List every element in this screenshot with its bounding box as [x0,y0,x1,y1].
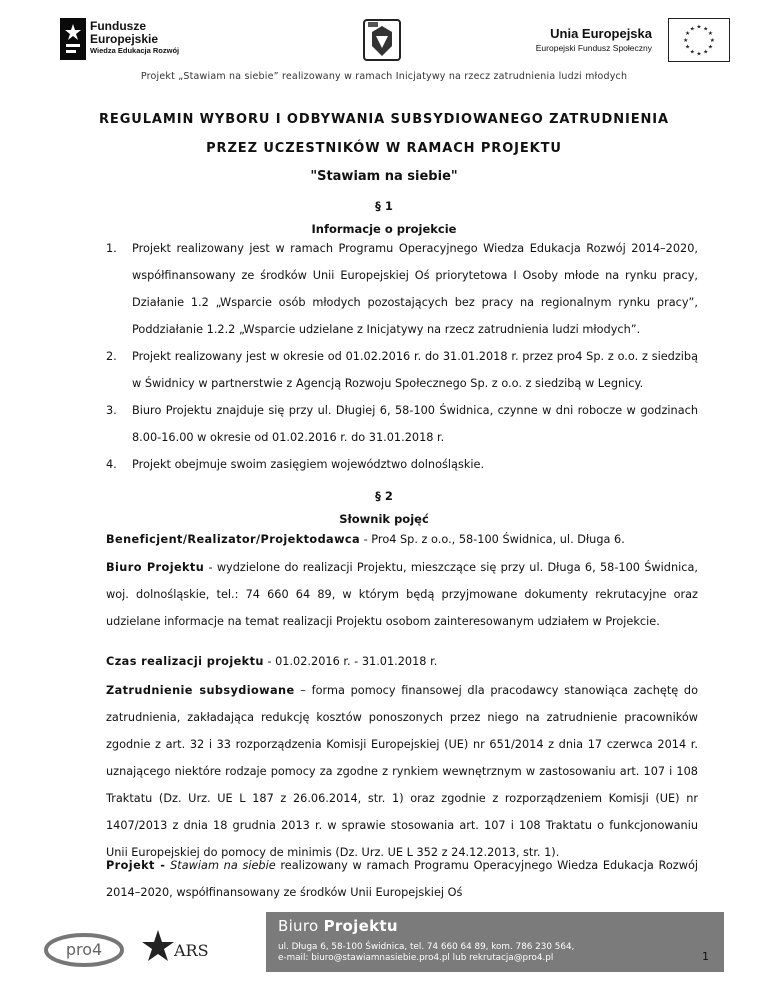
definition-term: Zatrudnienie subsydiowane [106,684,295,697]
svg-text:★: ★ [689,49,695,56]
biuro-projektu-banner [266,912,724,972]
fe-title-line1: Fundusze [90,19,146,33]
list-item [106,235,698,343]
fe-program-name: Wiedza Edukacja Rozwój [90,46,180,55]
definition-text: realizowany w ramach Programu Operacyjnego Wiedza Edukacja Rozwój 2014–2020, współfinansowany ze środków Unii Europejskiej Oś [106,859,699,899]
list-item-number: 1. [106,242,117,255]
biuro-title-light: Biuro [278,917,324,935]
definition-text: - wydzielone do realizacji Projektu, mieszczące się przy ul. Długa 6, 58-100 Świdnica, woj. dolnośląskie, tel.: 74 660 64 89, w którym będą przyjmowane dokumenty rekrutacyjne oraz udzielane informacje na temat realizacji Projektu osobom zainteresowanym udziałem w Projekcie. [106,561,698,628]
document-title-line2: PRZEZ UCZESTNIKÓW W RAMACH PROJEKTU [206,141,562,156]
list-item [106,451,698,478]
list-item-text: Projekt obejmuje swoim zasięgiem województwo dolnośląskie. [132,458,485,471]
list-item-number: 2. [106,350,117,363]
list-item-text: Biuro Projektu znajduje się przy ul. Długiej 6, 58-100 Świdnica, czynne w dni robocze w godzinach 8.00-16.00 w okresie od 01.02.2016 r. do 31.01.2018 r. [132,404,698,444]
svg-text:★: ★ [684,31,691,38]
project-tagline: Projekt „Stawiam na siebie” realizowany w ramach Inicjatywy na rzecz zatrudnienia ludzi młodych [140,71,628,82]
list-item [106,397,698,451]
fe-title-line2: Europejskie [90,32,159,46]
pro4-logo-text: pro4 [65,940,103,959]
list-item-number: 4. [106,458,117,471]
document-title-project: "Stawiam na siebie" [310,169,458,184]
section1-list [106,235,698,478]
biuro-address-line2: e-mail: biuro@stawiamnasiebie.pro4.pl lub rekrutacja@pro4.pl [278,953,554,963]
biuro-address-line1: ul. Długa 6, 58-100 Świdnica, tel. 74 660 64 89, kom. 786 230 564, [278,942,575,952]
definition-beneficjent [106,526,698,553]
definition-czas [106,648,698,675]
svg-text:★: ★ [696,51,702,58]
page-header [0,0,768,90]
definition-text: - Pro4 Sp. z o.o., 58-100 Świdnica, ul. Długa 6. [360,533,625,546]
pro4-logo [42,928,128,970]
coat-of-arms-icon [362,18,402,64]
svg-text:★: ★ [684,44,691,51]
list-item-number: 3. [106,404,117,417]
section1-mark: § 1 [375,199,393,213]
document-title-line1: REGULAMIN WYBORU I ODBYWANIA SUBSYDIOWANEGO ZATRUDNIENIA [99,112,669,127]
fundusze-europejskie-star-icon [60,18,86,60]
svg-text:★: ★ [707,44,714,51]
eu-subtitle: Europejski Fundusz Społeczny [535,43,652,53]
list-item-text: Projekt realizowany jest w ramach Programu Operacyjnego Wiedza Edukacja Rozwój 2014–2020, współfinansowany ze środków Unii Europejskiej Oś priorytetowa I Osoby młode na rynku pracy, Działanie 1.2 „Wsparcie osób młodych pozostających bez pracy na regionalnym rynku pracy”, Poddziałanie 1.2.2 „Wsparcie udzielane z Inicjatywy na rzecz zatrudnienia ludzi młodych”. [132,242,698,336]
svg-text:★: ★ [683,37,689,44]
svg-text:★: ★ [709,37,715,44]
definition-term: Projekt - [106,859,166,872]
definition-italic: Stawiam na siebie [170,859,276,872]
svg-text:★: ★ [689,26,695,33]
ars-logo [140,926,230,968]
eu-title: Unia Europejska [550,26,652,41]
definition-biuro [106,554,698,635]
list-item-text: Projekt realizowany jest w okresie od 01.02.2016 r. do 31.01.2018 r. przez pro4 Sp. z o.o. z siedzibą w Świdnicy w partnerstwie z Agencją Rozwoju Społecznego Sp. z o.o. z siedzibą w Legnicy. [132,350,698,390]
section1-heading: Informacje o projekcie [311,222,457,236]
definition-term: Beneficjent/Realizator/Projektodawca [106,533,361,546]
definition-text: – forma pomocy finansowej dla pracodawcy stanowiąca zachętę do zatrudnienia, zakładająca redukcję kosztów ponoszonych przez niego na zatrudnienie pracowników zgodnie z art. 32 i 33 rozporządzenia Komisji Europejskiej (UE) nr 651/2014 z dnia 17 czerwca 2014 r. uznającego niektóre rodzaje pomocy za zgodne z rynkiem wewnętrznym w zastosowaniu art. 107 i 108 Traktatu (Dz. Urz. UE L 187 z 26.06.2014, str. 1) oraz zgodnie z rozporządzeniem Komisji (UE) nr 1407/2013 z dnia 18 grudnia 2013 r. w sprawie stosowania art. 107 i 108 Traktatu o funkcjonowaniu Unii Europejskiej do pomocy de minimis (Dz. Urz. UE L 352 z 24.12.2013, str. 1). [106,684,698,859]
svg-text:★: ★ [696,24,702,31]
section2-mark: § 2 [375,489,393,503]
definition-zatrudnienie [106,677,698,866]
svg-text:★: ★ [703,49,709,56]
definition-text: - 01.02.2016 r. - 31.01.2018 r. [263,655,438,668]
definition-term: Biuro Projektu [106,561,205,574]
page-footer [0,912,768,994]
list-item [106,343,698,397]
ars-logo-text: ARS [174,941,209,960]
fundusze-europejskie-logo [60,16,210,64]
section2-heading: Słownik pojęć [339,512,429,526]
svg-text:★: ★ [707,31,714,38]
page-number: 1 [702,950,709,963]
biuro-title-bold: Projektu [323,917,398,935]
definition-term: Czas realizacji projektu [106,655,264,668]
definition-projekt [106,852,698,906]
svg-text:★: ★ [703,26,709,33]
eu-flag-icon [668,18,730,62]
